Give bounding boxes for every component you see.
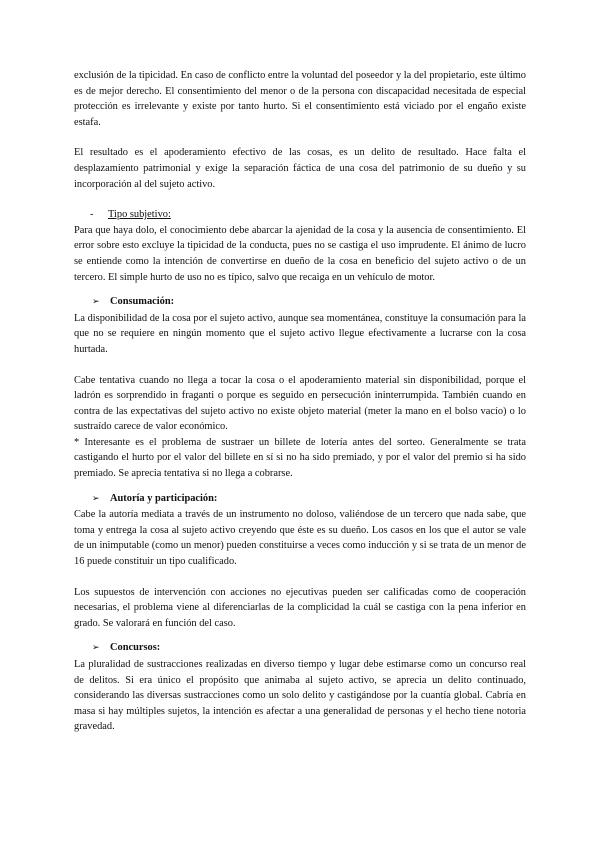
- paragraph-cooperacion: Los supuestos de intervención con acciones no ejecutivas pueden ser calificadas como de cooperación necesarias, el problema viene al diferenciarlas de la complicidad la cuál se castiga con la pena inferior en grado. Se valorará en función del caso.: [74, 586, 526, 629]
- paragraph-dolo: Para que haya dolo, el conocimiento debe abarcar la ajenidad de la cosa y la ausencia de consentimiento. El error sobre esto excluye la tipicidad de la conducta, pues no se castiga el uso imprudente. El ánimo de lucro se entiende como la intención de convertirse en dueño de la cosa en beneficio del sujeto activo o de un tercero. El simple hurto de uso no es típico, salvo que recaiga en un vehículo de motor.: [74, 224, 526, 283]
- heading-consumacion-label: Consumación:: [110, 296, 175, 308]
- heading-consumacion: [74, 294, 526, 311]
- paragraph-consumacion: La disponibilidad de la cosa por el sujeto activo, aunque sea momentánea, constituye la consumación para la que no se requiere en ningún momento que el sujeto activo llegue efectivamente a lucrarse con la cosa hurtada.: [74, 312, 526, 355]
- paragraph-autoria-mediata: Cabe la autoría mediata a través de un instrumento no doloso, valiéndose de un tercero que nada sabe, que toma y entrega la cosa al sujeto activo creyendo que éste es su dueño. Los casos en los que el autor se vale de un inimputable (como un menor) pueden constituirse a veces como inducción y si se trata de un menor de 16 puede constituir un tipo cualificado.: [74, 509, 526, 568]
- paragraph-tentativa: Cabe tentativa cuando no llega a tocar la cosa o el apoderamiento material sin disponibilidad, porque el ladrón es sorprendido in fraganti o porque es seguido en persecución ininterrumpida. También cuando en contra de las expectativas del sujeto activo no existe objeto material (meter la mano en el bolso vacío) o lo sustraído carece de valor económico.: [74, 374, 526, 433]
- heading-concursos: [74, 640, 526, 657]
- arrow-bullet-icon: ➢: [92, 493, 100, 504]
- paragraph-tipicidad: exclusión de la tipicidad. En caso de conflicto entre la voluntad del poseedor y la del propietario, este último es de mejor derecho. El consentimiento del menor o de la persona con discapacidad necesitada de especial protección es irrelevante y existe por tanto hurto. Si el consentimiento está viciado por el engaño existe estafa.: [74, 70, 526, 128]
- heading-concursos-label: Concursos:: [110, 642, 161, 654]
- heading-tipo-subjetivo-label: Tipo subjetivo:: [108, 209, 171, 221]
- heading-tipo-subjetivo: [74, 207, 526, 223]
- heading-autoria-label: Autoría y participación:: [110, 492, 218, 504]
- dash-bullet-icon: -: [90, 209, 94, 221]
- paragraph-loteria: * Interesante es el problema de sustraer un billete de lotería antes del sorteo. Generalmente se trata castigando el hurto por el valor del billete en sí si no ha sido premiado, y por el valor del premio si ha sido premiado. Se aprecia tentativa si no llega a cobrarse.: [74, 436, 526, 480]
- paragraph-concursos: La pluralidad de sustracciones realizadas en diverso tiempo y lugar debe estimarse como un concurso real de delitos. Si era único el propósito que animaba al sujeto activo, se aprecia un delito continuado, considerando las diversas sustracciones como un solo delito y castigándose por la cuantía global. Cabría en masa si hay múltiples sujetos, la intención es afectar a una generalidad de personas y el hecho tiene notoria gravedad.: [74, 659, 526, 733]
- paragraph-resultado: El resultado es el apoderamiento efectivo de las cosas, es un delito de resultado. Hace falta el desplazamiento patrimonial y exige la separación fáctica de una cosa del patrimonio de su dueño y su incorporación al del sujeto activo.: [74, 147, 526, 190]
- arrow-bullet-icon: ➢: [92, 297, 100, 308]
- arrow-bullet-icon: ➢: [92, 643, 100, 654]
- document-body: [74, 68, 526, 735]
- heading-autoria: [74, 491, 526, 508]
